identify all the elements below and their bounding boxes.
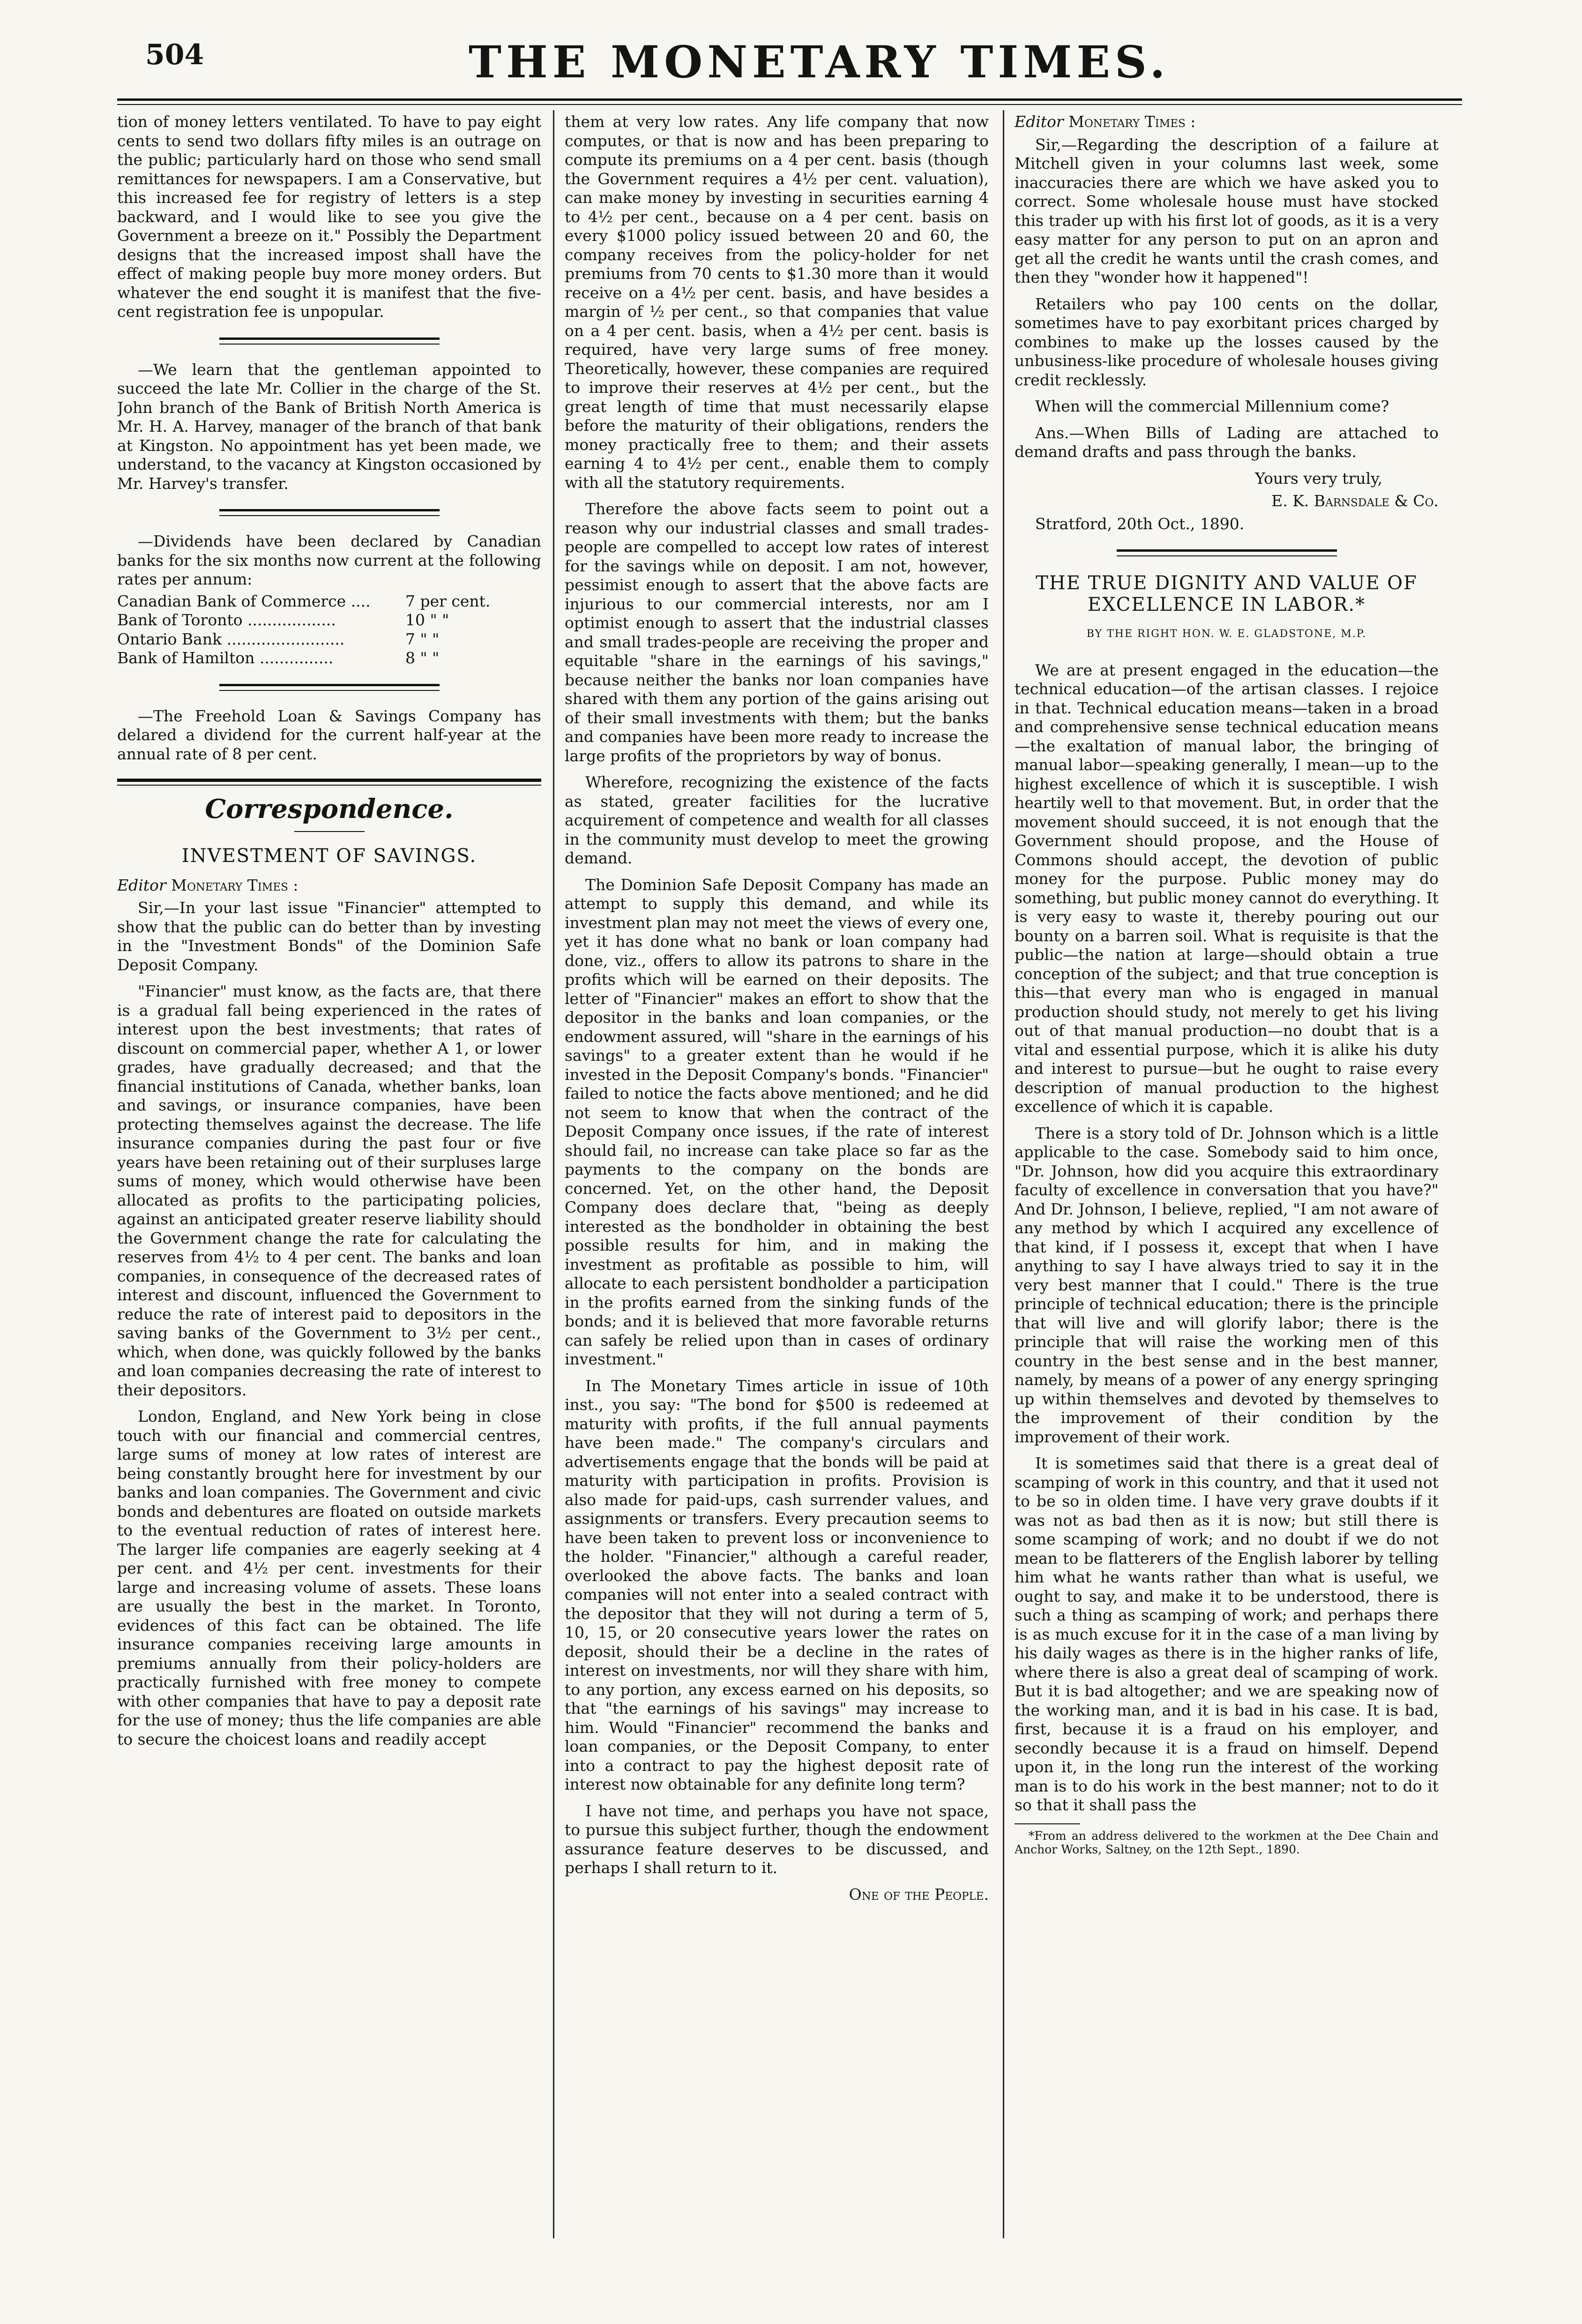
- masthead: THE MONETARY TIMES.: [469, 37, 1170, 88]
- editor-salutation: Editor Monetary Times :: [117, 876, 298, 894]
- bank-appointment-paragraph: —We learn that the gentleman appointed to succeed the late Mr. Collier in the charge of the St. John branch of the Bank of British North America is Mr. H. A. Harvey, manager of the branch of that bank at Kingston. No appointment has yet been made, we understand, to the vacancy at Kingston occasioned by Mr. Harvey's transfer.: [117, 360, 541, 493]
- letter-paragraph: Sir,—Regarding the description of a failure at Mitchell given in your columns last week, some inaccuracies there are which we have asked you to correct. Some wholesale house must have stocked this trader up with his first lot of goods, as it is a very easy matter for any person to put on an apron and get all the credit he wants until the crash comes, and then they "wonder how it happened"!: [1015, 135, 1439, 286]
- column-3: [1015, 112, 1439, 2269]
- page-number: 504: [145, 38, 204, 71]
- header-rule-thick: [117, 98, 1462, 101]
- item-divider: [1117, 549, 1337, 556]
- column-1: [117, 112, 541, 2269]
- article-byline: BY THE RIGHT HON. W. E. GLADSTONE, M.P.: [1086, 628, 1367, 640]
- letter-paragraph: "Financier" must know, as the facts are, that there is a gradual fall being experienced in the rates of interest upon the best investments; that rates of discount on commercial paper, whether A 1, or lower grades, have gradually decreased; and that the financial institutions of Canada, whether banks, loan and savings, or insurance companies, have been protecting themselves against the decrease. The life insurance companies during the past four or five years have been retaining out of their surpluses large sums of money, which would otherwise have been allocated as profits to the participating policies, against an anticipated greater reserve liability should the Government change the rate for calculating the reserves from 4½ to 4 per cent. The banks and loan companies, in consequence of the decreased rates of interest and discount, influenced the Government to reduce the rate of interest paid to depositors in the saving banks of the Government to 3½ per cent., which, when done, was quickly followed by the banks and loan companies decreasing the rate of interest to their depositors.: [117, 982, 541, 1399]
- footnote-rule: [1015, 1823, 1080, 1824]
- letter-paragraph: London, England, and New York being in close touch with our financial and commercial centres, large sums of money at low rates of interest are being constantly brought here for investment by our banks and loan companies. The Government and civic bonds and debentures are floated on outside markets to the eventual reduction of rates of interest here. The larger life companies are eagerly seeking at 4 per cent. and 4½ per cent. investments for their large and increasing volume of assets. These loans are usually the best in the market. In Toronto, evidences of this fact can be obtained. The life insurance companies receiving large amounts in premiums annually from their policy-holders are practically furnished with free money to compete with other companies that have to pay a deposit rate for the use of money; thus the life companies are able to secure the choicest loans and readily accept: [117, 1407, 541, 1748]
- letter-paragraph: them at very low rates. Any life company that now computes, or that is now and has been preparing to compute its premiums on a 4 per cent. basis (though the Government requires a 4½ per cent. valuation), can make money by investing in securities earning 4 to 4½ per cent., because on a 4 per cent. basis on every $1000 policy issued between 20 and 60, the company receives from the policy-holder for net premiums from 70 cents to $1.30 more than it would receive on a 4½ per cent. basis, and have besides a margin of ½ per cent., so that companies that value on a 4 per cent. basis, when a 4½ per cent. basis is required, have very large sums of free money. Theoretically, however, these companies are required to improve their reserves at 4½ per cent., but the great length of time that must necessarily elapse before the maturity of their obligations, renders the money practically free to them; and their assets earning 4 to 4½ per cent., enable them to comply with all the statutory requirements.: [565, 112, 989, 492]
- letter-paragraph: Retailers who pay 100 cents on the dollar, sometimes have to pay exorbitant prices charged by combines to make up the losses caused by the unbusiness-like procedure of wholesale houses giving credit recklessly.: [1015, 294, 1439, 389]
- column-2: [565, 112, 989, 2269]
- letter-paragraph: Ans.—When Bills of Lading are attached to demand drafts and pass through the banks.: [1015, 423, 1439, 461]
- dividend-rate-row: Bank of Hamilton ............... 8 " ": [117, 649, 440, 667]
- letter-paragraph: Sir,—In your last issue "Financier" attempted to show that the public can do better than by investing in the "Investment Bonds" of the Dominion Safe Deposit Company.: [117, 899, 541, 974]
- item-divider: [219, 337, 440, 345]
- dividend-rate-row: Bank of Toronto .................. 10 " ": [117, 611, 449, 629]
- letter-signature: One of the People.: [849, 1885, 989, 1904]
- article-title: THE TRUE DIGNITY AND VALUE OF EXCELLENCE IN LABOR.*: [1036, 572, 1418, 615]
- letter-signer: E. K. Barnsdale & Co.: [1271, 492, 1439, 510]
- freehold-dividend-paragraph: —The Freehold Loan & Savings Company has delared a dividend for the current half-year at the annual rate of 8 per cent.: [117, 706, 541, 763]
- short-rule: [294, 831, 365, 832]
- article-paragraph: There is a story told of Dr. Johnson which is a little applicable to the case. Somebody said to him once, "Dr. Johnson, how did you acquire this extraordinary faculty of excellence in conversation that you have?" And Dr. Johnson, I believe, replied, "I am not aware of any method by which I acquired any excellence of that kind, if I possess it, except that when I have anything to say I have always tried to say it in the very best manner that I could." There is the true principle of technical education; there is the principle that will live and will glorify labor; there is the principle that will raise the working men of this country in the best sense and in the best manner, namely, by means of a power of any energy springing up within themselves and devoted by themselves to the improvement of their condition by the improvement of their work.: [1015, 1124, 1439, 1446]
- footnote: *From an address delivered to the workmen at the Dee Chain and Anchor Works, Saltney, on the 12th Sept., 1890.: [1015, 1829, 1439, 1856]
- section-rule-thin: [117, 785, 541, 786]
- page-header: [117, 33, 1462, 89]
- registry-fee-paragraph: tion of money letters ventilated. To have to pay eight cents to send two dollars fifty miles is an outrage on the public; particularly hard on those who send small remittances for newspapers. I am a Conservative, but this increased fee for registry of letters is a step backward, and I would like to see you give the Government a breeze on it." Possibly the Department designs that the increased impost shall have the effect of making people buy more money orders. But whatever the end sought it is manifest that the five-cent registration fee is unpopular.: [117, 112, 541, 321]
- letter-place-date: Stratford, 20th Oct., 1890.: [1035, 514, 1245, 533]
- section-title: Correspondence.: [205, 794, 454, 825]
- column-separator-2: [1003, 110, 1004, 2238]
- article-paragraph: It is sometimes said that there is a great deal of scamping of work in this country, and that it used not to be so in olden time. I have very grave doubts if it was not as bad then as it is now; but still there is some scamping of work; and no doubt if we do not mean to be flatterers of the English laborer by telling him what he wants rather than what is useful, we ought to say, and make it to be understood, there is such a thing as scamping of work; and perhaps there is as much excuse for it in the case of a man living by his daily wages as there is in the higher ranks of life, where there is also a great deal of scamping of work. But it is bad altogether; and we are speaking now of the working man, and it is bad in his case. It is bad, first, because it is a fraud on his employer, and secondly because it is a fraud on himself. Depend upon it, in the long run the interest of the working man is to do his work in the best manner; not to do it so that it shall pass the: [1015, 1454, 1439, 1814]
- section-rule-thick: [117, 779, 541, 782]
- letter-paragraph: Therefore the above facts seem to point out a reason why our industrial classes and small trades-people are compelled to accept low rates of interest for the savings while on deposit. I am not, however, pessimist enough to assert that the above facts are injurious to our commercial interests, nor am I optimist enough to assert that the industrial classes and small trades-people are receiving the proper and equitable "share in the earnings of his savings," because neither the banks nor loan companies have shared with them any portion of the gains arising out of their small investments with them; but the banks and companies have been more ready to increase the large profits of the proprietors by way of bonus.: [565, 500, 989, 765]
- letter-paragraph: In The Monetary Times article in issue of 10th inst., you say: "The bond for $500 is redeemed at maturity with profits, if the full annual payments have been made." The company's circulars and advertisements engage that the bonds will be paid at maturity with participation in profits. Provision is also made for paid-ups, cash surrender values, and assignments or transfers. Every precaution seems to have been taken to prevent loss or inconvenience to the holder. "Financier," although a careful reader, overlooked the above facts. The banks and loan companies will not enter into a sealed contract with the depositor that they will not during a term of 5, 10, 15, or 20 consecutive years lower the rates on deposit, should their be a decline in the rates of interest on investments, nor will they share with him, to any portion, any excess earned on his deposits, so that "the earnings of his savings" may increase to him. Would "Financier" recommend the banks and loan companies, or the Deposit Company, to enter into a contract to pay the highest deposit rate of interest now obtainable for any definite long term?: [565, 1376, 989, 1793]
- article-paragraph: We are at present engaged in the education—the technical education—of the artisan classes. I rejoice in that. Technical education means—taken in a broad and comprehensive sense technical education means—the exaltation of manual labor, the bringing of manual labor—speaking generally, I mean—up to the highest excellence of which it is susceptible. I wish heartily well to that movement. But, in order that the movement should succeed, it is not enough that the Government should propose, and the House of Commons should accept, the devotion of public money for the purpose. Public money may do something, but public money cannot do everything. It is very easy to waste it, thereby pouring out our bounty on a barren soil. What is requisite is that the public—the nation at large—should obtain a true conception of the subject; and that true conception is this—that every man who is engaged in manual production should study, not merely to get his living out of that manual production—no doubt that is a vital and essential purpose, which it is alike his duty and interest to pursue—but he ought to raise every description of manual production to the highest excellence of which it is capable.: [1015, 660, 1439, 1116]
- item-divider: [219, 509, 440, 516]
- article-title: INVESTMENT OF SAVINGS.: [181, 845, 477, 867]
- column-separator-1: [553, 110, 554, 2238]
- letter-paragraph: When will the commercial Millennium come?: [1035, 397, 1389, 415]
- dividend-rate-row: Canadian Bank of Commerce .... 7 per cent.: [117, 592, 491, 610]
- letter-paragraph: Wherefore, recognizing the existence of the facts as stated, greater facilities for the lucrative acquirement of competence and wealth for all classes in the community must develop to meet the growing demand.: [565, 773, 989, 867]
- letter-paragraph: I have not time, and perhaps you have not space, to pursue this subject further, though the endowment assurance feature deserves to be discussed, and perhaps I shall return to it.: [565, 1801, 989, 1877]
- letter-closing: Yours very truly,: [1255, 469, 1382, 487]
- item-divider: [219, 684, 440, 691]
- dividend-rates-list: [117, 592, 541, 668]
- letter-paragraph: The Dominion Safe Deposit Company has made an attempt to supply this demand, and while its investment plan may not meet the views of every one, yet it has done what no bank or loan company had done, viz., offers to allow its patrons to share in the profits which will be earned on their deposits. The letter of "Financier" makes an effort to show that the depositor in the banks and loan companies, or the endowment assured, will "share in the earnings of his savings" to a greater extent than he would if he invested in the Deposit Company's bonds. "Financier" failed to notice the facts above mentioned; and he did not seem to know that when the contract of the Deposit Company once issues, if the rate of interest should fail, no increase can take place so far as the payments to the company on the bonds are concerned. Yet, on the other hand, the Deposit Company does declare that, "being as deeply interested as the bondholder in obtaining the best possible results for him, and in making the investment as profitable as possible to him, will allocate to each persistent bondholder a participation in the profits earned from the sinking funds of the bonds; and it is believed that more favorable returns can safely be relied upon than in cases of ordinary investment.": [565, 875, 989, 1368]
- editor-salutation: Editor Monetary Times :: [1015, 112, 1196, 131]
- header-rule-thin: [117, 104, 1462, 105]
- dividends-paragraph: —Dividends have been declared by Canadian banks for the six months now current at the following rates per annum:: [117, 532, 541, 588]
- dividend-rate-row: Ontario Bank ........................ 7 " ": [117, 630, 440, 648]
